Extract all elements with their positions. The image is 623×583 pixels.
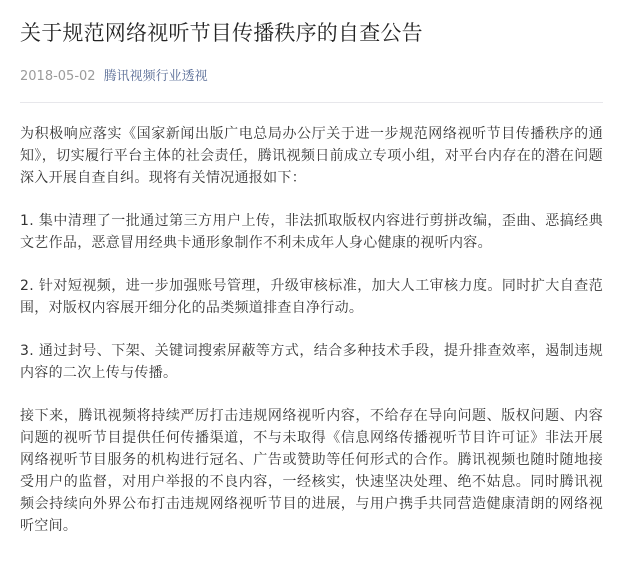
paragraph-conclusion: 接下来，腾讯视频将持续严厉打击违规网络视听内容，不给存在导向问题、版权问题、内容问题的视听节目提供任何传播渠道，不与未取得《信息网络传播视听节目许可证》非法开展网络视听节目服务的机构进行冠名、广告或赞助等任何形式的合作。腾讯视频也随时随地接受用户的监督，对用户举报的不良内容，一经核实，快速坚决处理、绝不姑息。同时腾讯视频会持续向外界公布打击违规网络视听节目的进展，与用户携手共同营造健康清朗的网络视听空间。 (20, 408, 603, 534)
paragraph-item-3: 3. 通过封号、下架、关键词搜索屏蔽等方式，结合多种技术手段，提升排查效率，遏制违规内容的二次上传与传播。 (20, 343, 603, 381)
meta-divider (20, 102, 603, 103)
article-body (20, 123, 603, 537)
paragraph-item-2: 2. 针对短视频，进一步加强账号管理，升级审核标准，加大人工审核力度。同时扩大自查范围，对版权内容展开细分化的品类频道排查自净行动。 (20, 278, 603, 316)
article-meta (20, 68, 603, 86)
account-name-link[interactable]: 腾讯视频行业透视 (103, 69, 208, 84)
publish-date: 2018-05-02 (20, 69, 96, 84)
paragraph-intro: 为积极响应落实《国家新闻出版广电总局办公厅关于进一步规范网络视听节目传播秩序的通知》，切实履行平台主体的社会责任，腾讯视频日前成立专项小组，对平台内存在的潜在问题深入开展自查自纠。现将有关情况通报如下： (20, 126, 603, 186)
paragraph-item-1: 1. 集中清理了一批通过第三方用户上传，非法抓取版权内容进行剪拼改编，歪曲、恶搞经典文艺作品，恶意冒用经典卡通形象制作不利未成年人身心健康的视听内容。 (20, 213, 603, 251)
article-title: 关于规范网络视听节目传播秩序的自查公告 (20, 21, 423, 45)
